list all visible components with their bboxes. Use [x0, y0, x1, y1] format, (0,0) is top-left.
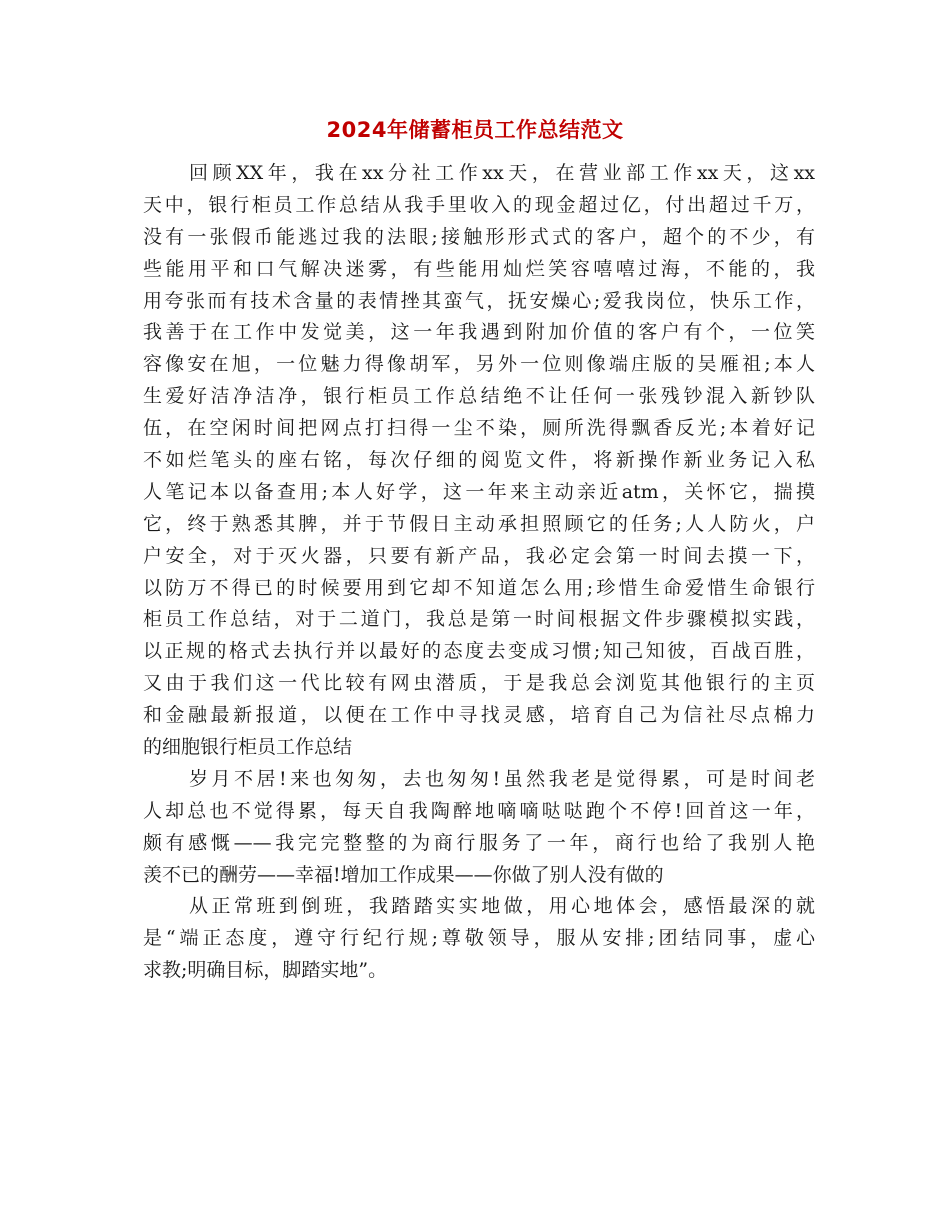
document-body: [143, 158, 815, 987]
text-line: 柜员工作总结，对于二道门，我总是第一时间根据文件步骤模拟实践，: [143, 608, 815, 631]
text-line: 又由于我们这一代比较有网虫潜质，于是我总会浏览其他银行的主页: [143, 672, 815, 695]
text-line: 户安全，对于灭火器，只要有新产品，我必定会第一时间去摸一下，: [143, 544, 815, 567]
text-line: 人却总也不觉得累，每天自我陶醉地嘀嘀哒哒跑个不停!回首这一年，: [143, 799, 815, 822]
text-line: 求教;明确目标，脚踏实地”。: [143, 959, 388, 982]
text-line: 羡不已的酬劳——幸福!增加工作成果——你做了别人没有做的: [143, 863, 664, 886]
text-line: 从正常班到倒班，我踏踏实实地做，用心地体会，感悟最深的就: [189, 895, 815, 918]
text-line: 以防万不得已的时候要用到它却不知道怎么用;珍惜生命爱惜生命银行: [143, 576, 815, 599]
text-line: 岁月不居!来也匆匆，去也匆匆!虽然我老是觉得累，可是时间老: [189, 767, 815, 790]
text-line: 是“端正态度，遵守行纪行规;尊敬领导，服从安排;团结同事，虚心: [143, 927, 815, 950]
text-line: 天中，银行柜员工作总结从我手里收入的现金超过亿，付出超过千万，: [143, 193, 815, 216]
text-line: 不如烂笔头的座右铭，每次仔细的阅览文件，将新操作新业务记入私: [143, 449, 815, 472]
paragraph-3: [143, 891, 815, 987]
text-line: 它，终于熟悉其脾，并于节假日主动承担照顾它的任务;人人防火，户: [143, 512, 815, 535]
text-line: 回顾XX年，我在xx分社工作xx天，在营业部工作xx天，这xx: [189, 162, 815, 184]
text-line: 我善于在工作中发觉美，这一年我遇到附加价值的客户有个，一位笑: [143, 321, 815, 344]
text-line: 些能用平和口气解决迷雾，有些能用灿烂笑容嘻嘻过海，不能的，我: [143, 257, 815, 280]
text-line: 颇有感慨——我完完整整的为商行服务了一年，商行也给了我别人艳: [143, 831, 815, 854]
text-line: 以正规的格式去执行并以最好的态度去变成习惯;知己知彼，百战百胜，: [143, 640, 815, 663]
text-line: 的细胞银行柜员工作总结: [143, 736, 353, 759]
paragraph-1: [143, 158, 815, 764]
text-line: 生爱好洁净洁净，银行柜员工作总结绝不让任何一张残钞混入新钞队: [143, 385, 815, 408]
text-line: 没有一张假币能逃过我的法眼;接触形形式式的客户，超个的不少，有: [143, 225, 815, 248]
text-line: 容像安在旭，一位魅力得像胡军，另外一位则像端庄版的吴雁祖;本人: [143, 353, 815, 376]
text-line: 伍，在空闲时间把网点打扫得一尘不染，厕所洗得飘香反光;本着好记: [143, 417, 815, 440]
paragraph-2: [143, 764, 815, 892]
text-line: 人笔记本以备查用;本人好学，这一年来主动亲近atm，关怀它，揣摸: [143, 480, 815, 503]
text-line: 和金融最新报道，以便在工作中寻找灵感，培育自己为信社尽点棉力: [143, 704, 815, 727]
text-line: 用夸张而有技术含量的表情挫其蛮气，抚安燥心;爱我岗位，快乐工作，: [143, 289, 815, 312]
document-title: 2024年储蓄柜员工作总结范文: [326, 118, 624, 142]
